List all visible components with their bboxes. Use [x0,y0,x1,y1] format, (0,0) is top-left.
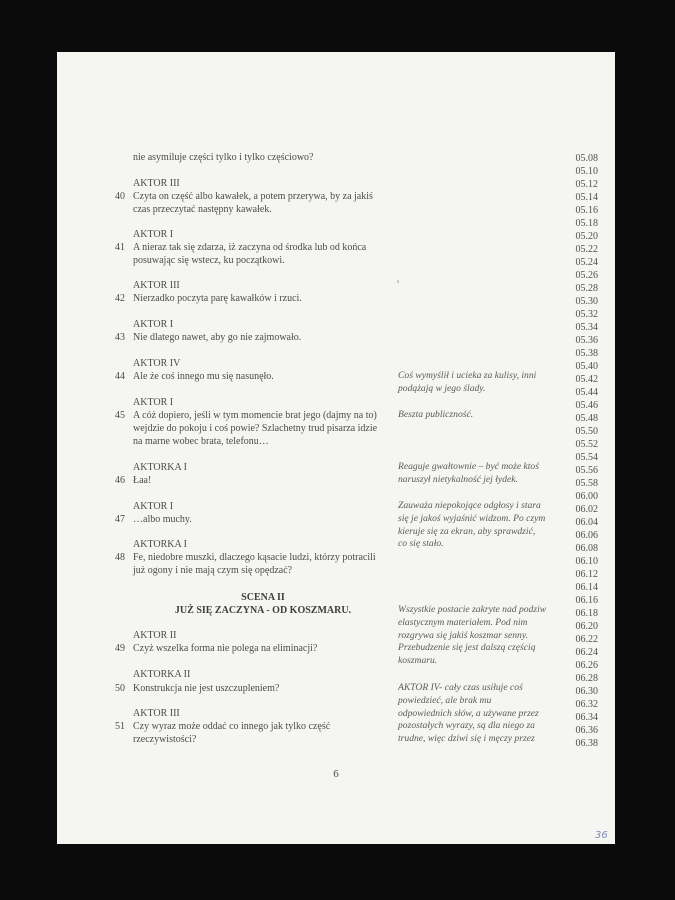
scene-title: JUŻ SIĘ ZACZYNA - OD KOSZMARU. [174,605,352,616]
timecode: 05.34 [575,322,598,333]
dialogue-line: rzeczywistości? [133,734,197,745]
stage-direction-line: Wszystkie postacie zakryte nad podziw [398,604,547,615]
stage-direction-line: co się stało. [398,538,444,550]
timecode: 06.28 [575,673,598,684]
line-number: 40 [115,191,125,202]
scene-number: SCENA II [241,592,285,603]
timecode: 06.08 [575,543,598,554]
dialogue-line: A cóż dopiero, jeśli w tym momencie brat jego (dajmy na to) [133,410,377,421]
line-number: 45 [115,410,125,421]
stage-direction-line: Przebudzenie się jest dalszą częścią [398,642,536,654]
dialogue-line: Fe, niedobre muszki, dlaczego kąsacie ludzi, którzy potracili [133,552,376,563]
stage-direction-line: Reaguje gwałtownie – być może ktoś [398,461,539,472]
line-number: 50 [115,683,125,694]
timecode: 05.54 [575,452,598,463]
stage-direction-line: koszmaru. [398,655,438,667]
timecode: 06.20 [575,621,598,632]
speaker-name: AKTOR II [133,630,177,641]
speaker-name: AKTOR IV [133,358,181,369]
speaker-name: AKTORKA II [133,669,191,680]
timecode: 06.34 [575,712,598,723]
line-number: 44 [115,371,125,382]
timecode: 05.22 [575,244,598,255]
speaker-name: AKTOR III [133,708,180,719]
timecode: 05.08 [575,153,598,164]
stage-direction-line: Zauważa niepokojące odgłosy i stara [398,500,541,511]
speaker-name: AKTORKA I [133,539,187,550]
dialogue-line: Konstrukcja nie jest uszczupleniem? [133,683,280,694]
timecode: 05.38 [575,348,598,359]
timecode: 05.20 [575,231,598,242]
stage-direction-line: naruszył nietykalność jej łydek. [398,473,518,485]
timecode: 06.32 [575,699,598,710]
timecode: 06.24 [575,647,598,658]
timecode: 06.38 [575,738,598,749]
timecode: 06.02 [575,504,598,515]
timecode: 05.14 [575,192,598,203]
line-number: 48 [115,552,125,563]
timecode: 05.42 [575,374,598,385]
timecode: 05.48 [575,413,598,424]
timecode: 06.06 [575,530,598,541]
stage-direction-line: AKTOR IV- cały czas usiłuje coś [398,682,523,693]
dialogue-line: Ale że coś innego mu się nasunęło. [133,371,274,382]
line-number: 41 [115,242,125,253]
line-number: 42 [115,293,125,304]
dialogue-line: nie asymiluje części tylko i tylko częściowo? [133,152,314,163]
dialogue-line: Czyż wszelka forma nie polega na eliminacji? [133,643,318,654]
stage-direction-line: powiedzieć, ale brak mu [398,694,492,706]
dialogue-line: Łaa! [133,475,152,486]
dialogue-line: Nierzadko poczyta parę kawałków i rzuci. [133,293,302,304]
timecode: 05.44 [575,387,598,398]
timecode: 06.14 [575,582,598,593]
timecode: 05.32 [575,309,598,320]
line-number: 46 [115,475,125,486]
speaker-name: AKTOR III [133,178,180,189]
timecode: 06.10 [575,556,598,567]
timecode: 05.58 [575,478,598,489]
timecode: 05.36 [575,335,598,346]
dialogue-line: wejdzie do pokoju i coś powie? Szlachetny trud pisarza idzie [133,423,378,434]
line-number: 47 [115,514,125,525]
timecode: 06.12 [575,569,598,580]
dialogue-line: …albo muchy. [133,514,192,525]
timecode: 06.16 [575,595,598,606]
stage-direction-line: pozostałych wyrazy, są dla niego za [398,720,535,732]
timecode: 05.26 [575,270,598,281]
timecode: 05.28 [575,283,598,294]
timecode: 05.24 [575,257,598,268]
stage-direction-line: odpowiednich słów, a używane przez [398,707,539,719]
line-number: 49 [115,643,125,654]
timecode: 06.26 [575,660,598,671]
timecode: 05.10 [575,166,598,177]
handwritten-page-mark: 36 [595,830,608,841]
dialogue-line: Czy wyraz może oddać co innego jak tylko część [133,721,331,732]
stage-direction-line: podążają w jego ślady. [398,382,486,394]
timecode: 05.50 [575,426,598,437]
timecode: 06.22 [575,634,598,645]
stage-direction-line: się je jakoś wyjaśnić widzom. Po czym [398,512,546,524]
timecode: 06.36 [575,725,598,736]
dialogue-line: czas przeczytać następny kawałek. [133,204,272,215]
timecode: 05.56 [575,465,598,476]
timecode: 05.46 [575,400,598,411]
script-page [57,52,615,844]
timecode: 05.16 [575,205,598,216]
timecode: 05.30 [575,296,598,307]
timecode: 06.04 [575,517,598,528]
speaker-name: AKTOR I [133,319,174,330]
stage-direction-line: elastycznym materiałem. Pod nim [398,616,528,628]
timecode: 05.40 [575,361,598,372]
timecode: 05.12 [575,179,598,190]
dialogue-line: Czyta on część albo kawałek, a potem przerywa, by za jakiś [133,191,373,202]
paper-speck [397,280,399,283]
stage-direction-line: trudne, więc dziwi się i męczy przez [398,733,535,745]
stage-direction-line: Beszta publiczność. [398,409,474,420]
speaker-name: AKTOR III [133,280,180,291]
dialogue-line: posuwając się wstecz, ku początkowi. [133,255,285,266]
timecode: 06.30 [575,686,598,697]
speaker-name: AKTOR I [133,397,174,408]
stage-direction-line: Coś wymyślił i ucieka za kulisy, inni [398,370,537,381]
dialogue-line: Nie dlatego nawet, aby go nie zajmowało. [133,332,302,343]
stage-direction-line: rozgrywa się jakiś koszmar senny. [398,629,528,641]
timecode: 06.00 [575,491,598,502]
timecode: 05.18 [575,218,598,229]
dialogue-line: A nieraz tak się zdarza, iż zaczyna od środka lub od końca [133,242,367,253]
stage-direction-line: kieruje się za ekran, aby sprawdzić, [398,525,536,537]
dialogue-line: już ogony i nie mają czym się opędzać? [133,565,293,576]
line-number: 51 [115,721,125,732]
line-number: 43 [115,332,125,343]
speaker-name: AKTOR I [133,229,174,240]
speaker-name: AKTOR I [133,501,174,512]
timecode: 06.18 [575,608,598,619]
page-number: 6 [333,768,339,780]
speaker-name: AKTORKA I [133,462,187,473]
timecode: 05.52 [575,439,598,450]
dialogue-line: na marne wobec brata, telefonu… [133,436,269,447]
